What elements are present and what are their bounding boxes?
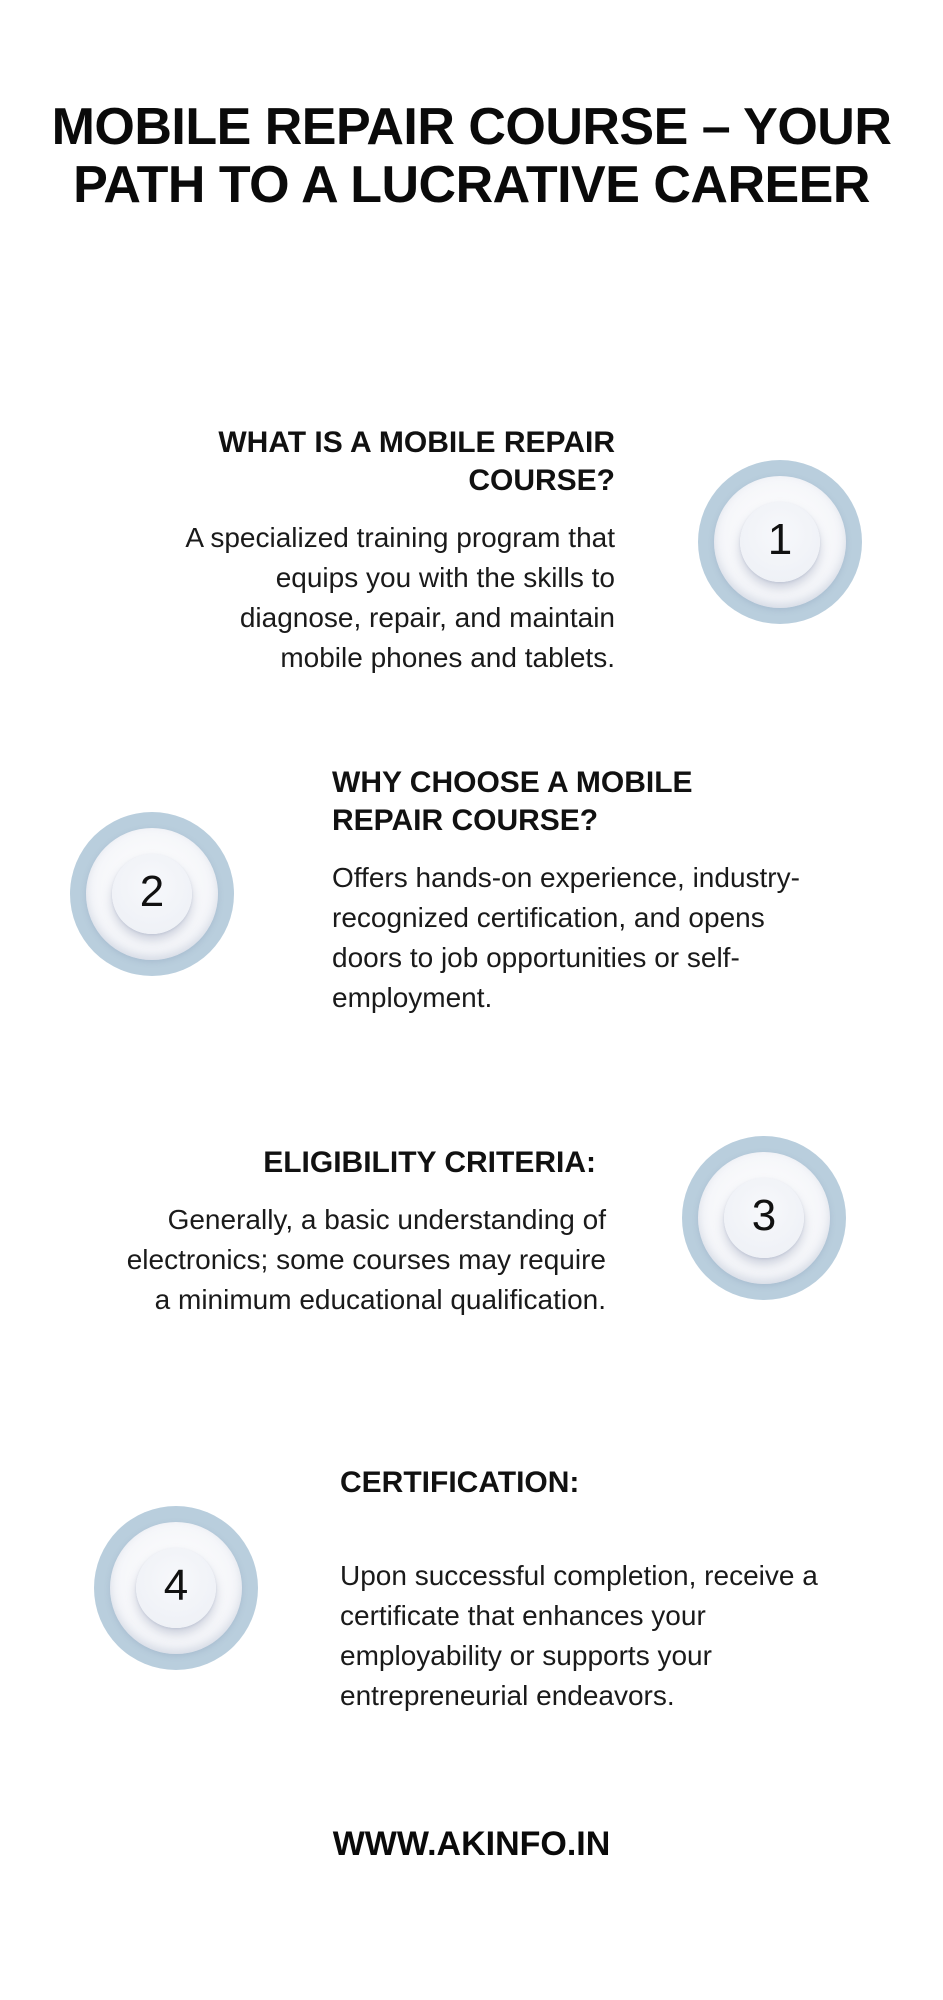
step-1-heading: WHAT IS A MOBILE REPAIR COURSE? [218,426,615,497]
step-3-badge [682,1136,846,1300]
step-3-heading: ELIGIBILITY CRITERIA: [263,1146,596,1179]
step-3-number: 3 [751,1191,777,1240]
step-1-badge [698,460,862,624]
website-url[interactable]: WWW.AKINFO.IN [332,1825,611,1863]
step-2-number: 2 [139,867,165,916]
step-2-badge [70,812,234,976]
step-4-heading: CERTIFICATION: [340,1466,580,1499]
step-2-description: Offers hands-on experience, industry- recognized certification, and opens doors to job opportunities or self- employment. [332,862,800,1013]
step-4-number: 4 [163,1561,189,1610]
page-title [0,98,943,214]
step-3-description: Generally, a basic understanding of electronics; some courses may require a minimum educational qualification. [126,1204,606,1315]
step-1-description: A specialized training program that equips you with the skills to diagnose, repair, and maintain mobile phones and tablets. [185,522,615,673]
step-2-heading: WHY CHOOSE A MOBILE REPAIR COURSE? [332,766,693,837]
step-1-number: 1 [767,515,793,564]
title-line-1: MOBILE REPAIR COURSE – YOUR [51,98,892,156]
step-4-description: Upon successful completion, receive a certificate that enhances your employability or supports your entrepreneurial endeavors. [340,1560,818,1711]
title-line-2: PATH TO A LUCRATIVE CAREER [73,156,870,214]
step-4-badge [94,1506,258,1670]
